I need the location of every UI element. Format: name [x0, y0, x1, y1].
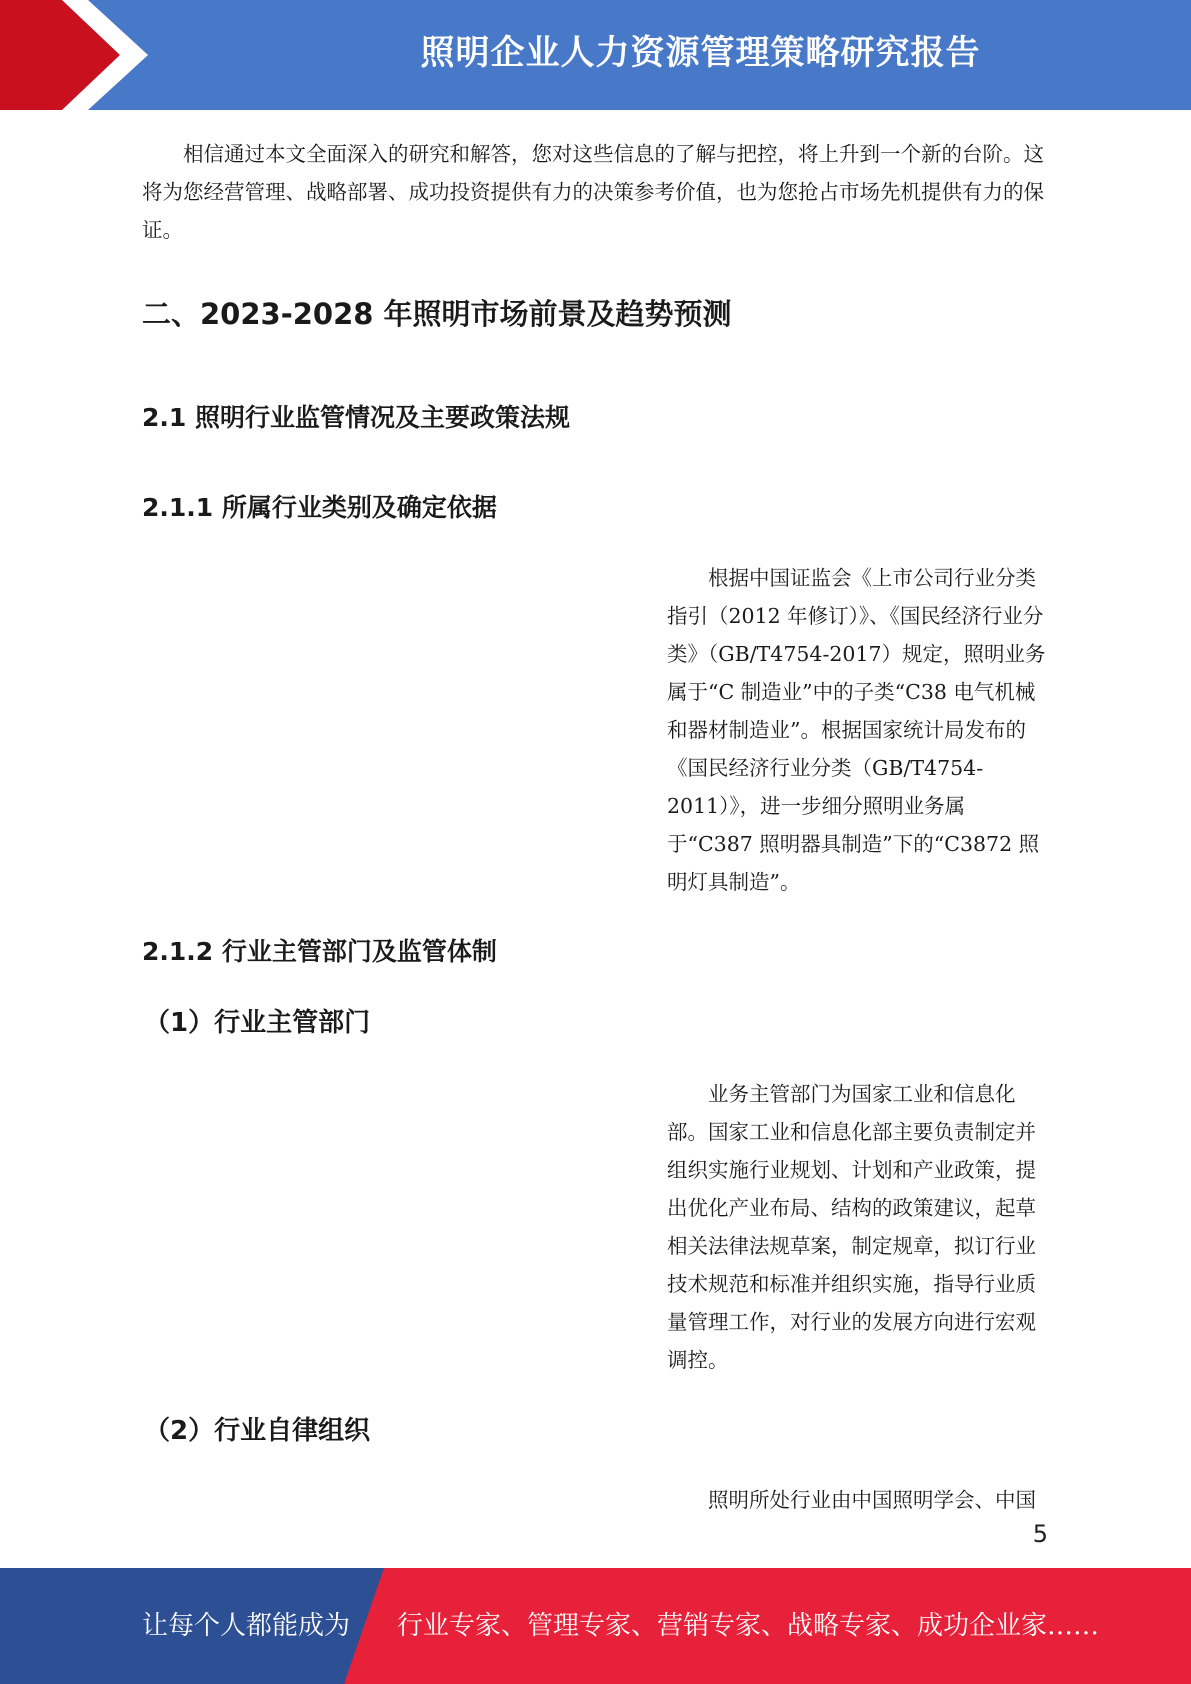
subsection-2-heading: （2）行业自律组织: [144, 1416, 371, 1446]
subsection-1-heading: （1）行业主管部门: [144, 1008, 371, 1038]
section-2-1-heading: 2.1 照明行业监管情况及主要政策法规: [142, 403, 570, 432]
section-2-1-1-body: 根据中国证监会《上市公司行业分类指引（2012 年修订）》、《国民经济行业分类》（GB/T4754-2017）规定，照明业务属于“C 制造业”中的子类“C38 电气机械和器材制造业”。根据国家统计局发布的《国民经济行业分类（GB/T4754-2011）》，进一步细分照明业务属于“C387 照明器具制造”下的“C3872 照明灯具制造”。: [667, 566, 1046, 894]
footer-slogan-right: 行业专家、管理专家、营销专家、战略专家、成功企业家……: [397, 1611, 1100, 1641]
intro-paragraph: 相信通过本文全面深入的研究和解答，您对这些信息的了解与把控，将上升到一个新的台阶。这将为您经营管理、战略部署、成功投资提供有力的决策参考价值，也为您抢占市场先机提供有力的保证。: [142, 142, 1044, 242]
section-2-1-1-heading: 2.1.1 所属行业类别及确定依据: [142, 493, 497, 522]
section-2-1-2-heading: 2.1.2 行业主管部门及监管体制: [142, 937, 497, 966]
footer-slogan-left: 让每个人都能成为: [142, 1611, 351, 1641]
header-chevron-decoration: [0, 0, 160, 110]
subsection-2-body: 照明所处行业由中国照明学会、中国: [708, 1488, 1036, 1512]
page-number: 5: [1032, 1520, 1048, 1548]
subsection-1-body: 业务主管部门为国家工业和信息化部。国家工业和信息化部主要负责制定并组织实施行业规划、计划和产业政策，提出优化产业布局、结构的政策建议，起草相关法律法规草案，制定规章，拟订行业技术规范和标准并组织实施，指导行业质量管理工作，对行业的发展方向进行宏观调控。: [667, 1082, 1036, 1372]
report-title: 照明企业人力资源管理策略研究报告: [420, 33, 981, 73]
page-footer: [0, 1568, 1191, 1684]
section-2-heading: 二、2023-2028 年照明市场前景及趋势预测: [142, 297, 732, 331]
page-header: [0, 0, 1191, 110]
